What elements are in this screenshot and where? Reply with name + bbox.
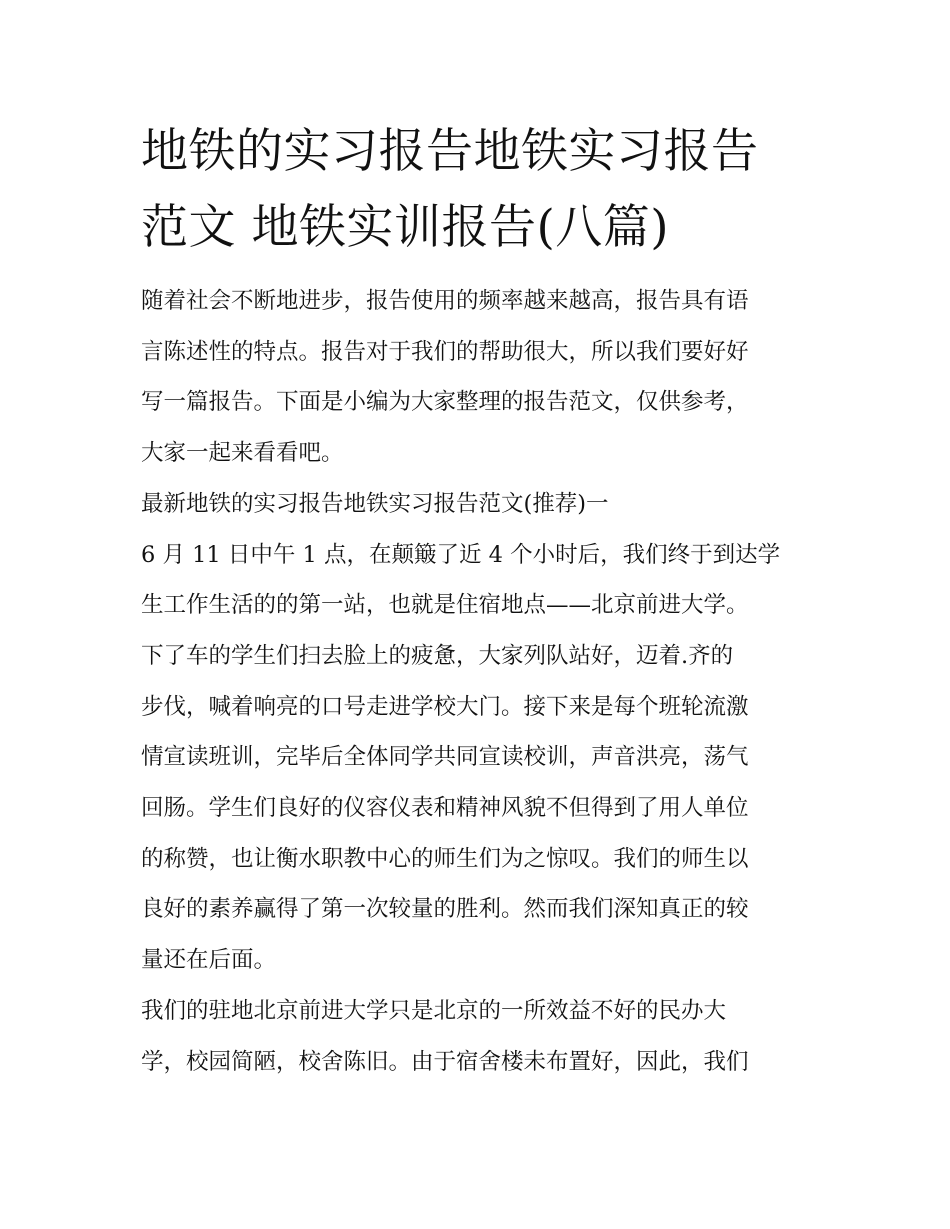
intro-paragraph (141, 276, 813, 479)
title-line: 地铁的实习报告地铁实习报告 (141, 124, 759, 179)
text-line: 最新地铁的实习报告地铁实习报告范文(推荐)一 (141, 490, 609, 517)
document-title (141, 114, 813, 266)
text-line: 下了车的学生们扫去脸上的疲惫，大家列队站好，迈着.齐的 (141, 642, 734, 669)
text-line: 生工作生活的的第一站，也就是住宿地点——北京前进大学。 (141, 592, 749, 619)
text-line: 写一篇报告。下面是小编为大家整理的报告范文，仅供参考， (141, 389, 749, 416)
text-line: 大家一起来看看吧。 (141, 440, 344, 467)
document-content (141, 114, 813, 1087)
document-body (141, 276, 813, 1087)
text-line: 6 月 11 日中午 1 点，在颠簸了近 4 个小时后，我们终于到达学 (141, 541, 781, 568)
text-line: 步伐，喊着响亮的口号走进学校大门。接下来是每个班轮流激 (141, 693, 749, 720)
text-line: 我们的驻地北京前进大学只是北京的一所效益不好的民办大 (141, 997, 727, 1024)
text-line: 量还在后面。 (141, 947, 277, 974)
body-paragraph (141, 986, 813, 1087)
body-paragraph (141, 530, 813, 986)
text-line: 的称赞，也让衡水职教中心的师生们为之惊叹。我们的师生以 (141, 845, 749, 872)
text-line: 学，校园简陋，校舍陈旧。由于宿舍楼未布置好，因此，我们 (141, 1048, 749, 1075)
text-line: 言陈述性的特点。报告对于我们的帮助很大，所以我们要好好 (141, 338, 749, 365)
text-line: 回肠。学生们良好的仪容仪表和精神风貌不但得到了用人单位 (141, 795, 749, 822)
text-line: 随着社会不断地进步，报告使用的频率越来越高，报告具有语 (141, 288, 749, 314)
section-heading (141, 479, 813, 530)
title-line: 范文 地铁实训报告(八篇) (141, 200, 670, 255)
text-line: 情宣读班训，完毕后全体同学共同宣读校训，声音洪亮，荡气 (141, 744, 749, 771)
text-line: 良好的素养赢得了第一次较量的胜利。然而我们深知真正的较 (141, 896, 749, 923)
